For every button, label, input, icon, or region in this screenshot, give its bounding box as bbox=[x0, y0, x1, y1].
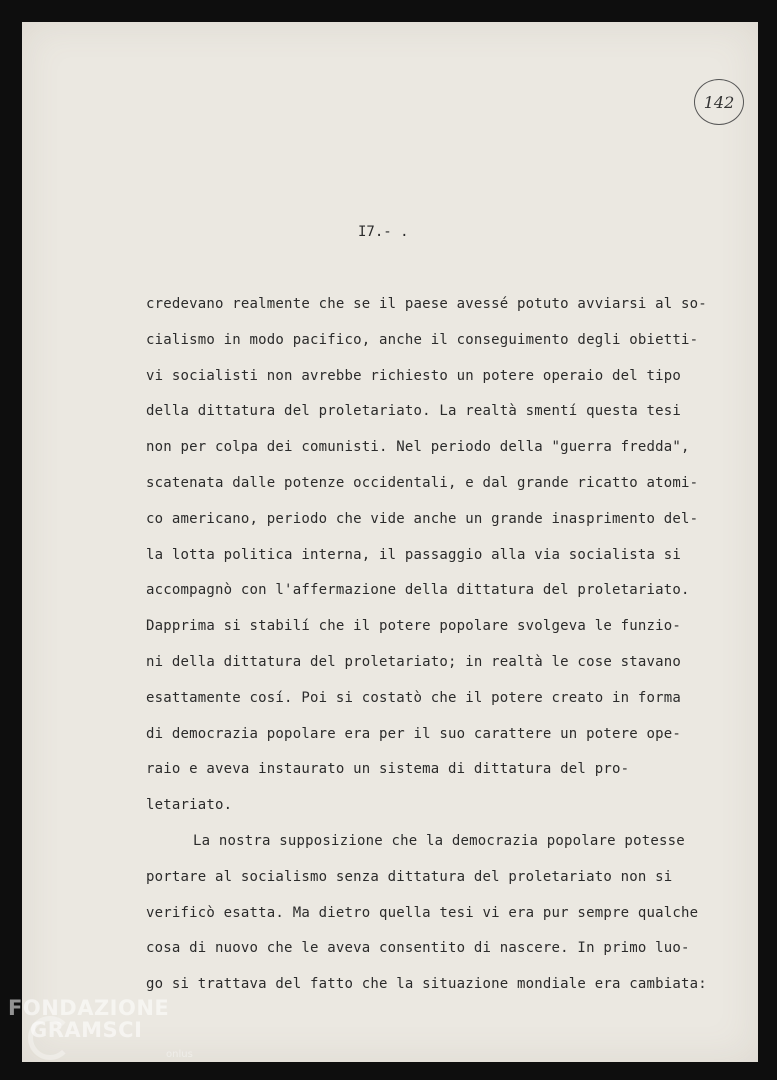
text-line: non per colpa dei comunisti. Nel periodo della "guerra fredda", bbox=[146, 439, 690, 456]
text-line: esattamente cosí. Poi si costatò che il potere creato in forma bbox=[146, 689, 681, 706]
text-line: di democrazia popolare era per il suo carattere un potere ope- bbox=[146, 725, 681, 742]
text-line: credevano realmente che se il paese avessé potuto avviarsi al so- bbox=[146, 296, 707, 312]
text-line: letariato. bbox=[146, 797, 233, 814]
text-line: raio e aveva instaurato un sistema di dittatura del pro- bbox=[146, 761, 630, 778]
text-line: vi socialisti non avrebbe richiesto un potere operaio del tipo bbox=[146, 367, 681, 384]
text-line: La nostra supposizione che la democrazia popolare potesse bbox=[193, 832, 685, 849]
text-line: accompagnò con l'affermazione della dittatura del proletariato. bbox=[146, 582, 690, 599]
text-line: cialismo in modo pacifico, anche il conseguimento degli obietti- bbox=[146, 331, 699, 348]
text-line: ni della dittatura del proletariato; in realtà le cose stavano bbox=[146, 653, 681, 670]
text-line: portare al socialismo senza dittatura del proletariato non si bbox=[146, 868, 673, 885]
archive-page-stamp: 142 bbox=[694, 79, 744, 125]
logo-line1: FONDAZIONE bbox=[8, 996, 170, 1020]
document-page bbox=[22, 22, 758, 1062]
logo-line2: GRAMSCI bbox=[30, 1018, 143, 1042]
text-line: go si trattava del fatto che la situazione mondiale era cambiata: bbox=[146, 976, 707, 993]
text-line: cosa di nuovo che le aveva consentito di nascere. In primo luo- bbox=[146, 940, 690, 957]
text-line: co americano, periodo che vide anche un grande inasprimento del- bbox=[146, 510, 699, 527]
logo-onlus: onlus bbox=[166, 1049, 193, 1060]
fondazione-gramsci-logo bbox=[8, 996, 208, 1066]
body-text bbox=[146, 292, 751, 1008]
page-number: I7.- . bbox=[358, 224, 409, 240]
text-line: della dittatura del proletariato. La realtà smentí questa tesi bbox=[146, 403, 681, 420]
text-line: la lotta politica interna, il passaggio alla via socialista si bbox=[146, 546, 681, 563]
text-line: Dapprima si stabilí che il potere popolare svolgeva le funzio- bbox=[146, 618, 681, 635]
text-line: scatenata dalle potenze occidentali, e dal grande ricatto atomi- bbox=[146, 474, 699, 491]
text-line: verificò esatta. Ma dietro quella tesi vi era pur sempre qualche bbox=[146, 904, 699, 921]
